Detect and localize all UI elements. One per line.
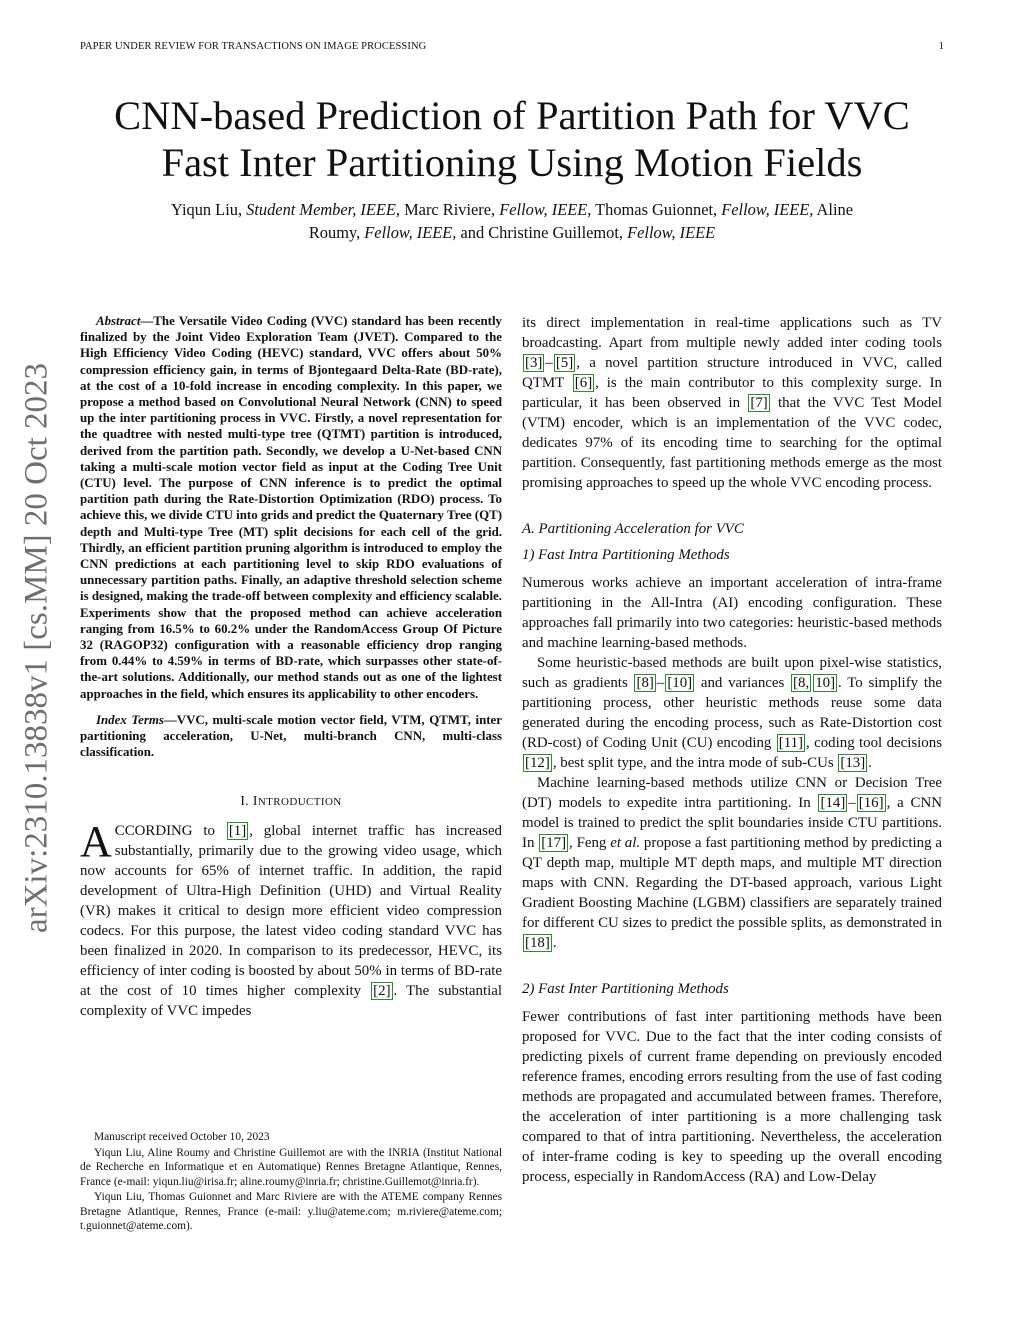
citation-link[interactable]: [5] bbox=[555, 355, 574, 371]
drop-cap: A bbox=[80, 817, 112, 867]
footnotes bbox=[80, 1130, 502, 1234]
author-4-last: Roumy, bbox=[308, 223, 361, 242]
body-text: . bbox=[868, 755, 872, 771]
body-text: that the VVC Test Model (VTM) encoder, which is an implementation of the VVC codec, dedicates 97% of its encoding time to searching for the optimal partition. Consequently, fast partitioning methods emerge as the most promising approaches to speed up the whole VVC encoding process. bbox=[522, 395, 942, 491]
arxiv-id: arXiv:2310.13838v1 [cs.MM] 20 Oct 2023 bbox=[18, 362, 55, 934]
intro-text-b: , global internet traffic has increased substantially, primarily due to the growing video usage, which now accounts for 65% of internet traffic. In addition, the rapid development of Ultra-High Definition (UHD) and Virtual Reality (VR) makes it critical to design more efficient video compression codecs. For this purpose, the latest video coding standard VVC has been finalized in 2020. In comparison to its predecessor, HEVC, its efficiency of inter coding is boosted by about 50% in terms of BD-rate at the cost of 10 times higher complexity bbox=[80, 823, 503, 1000]
intro-continuation bbox=[522, 313, 942, 493]
body-text: propose a fast partitioning method by predicting a QT depth map, multiple MT depth maps, and multiple MT direction maps with CNN. Regarding the DT-based approach, various Light Gradient Boosting Machine (LGBM) classifiers are separately trained for different CU sizes to predict the possible splits, as demonstrated in bbox=[522, 835, 942, 931]
citation-link[interactable]: [8, bbox=[793, 675, 810, 691]
author-list bbox=[100, 198, 924, 244]
intra-paragraph-2 bbox=[522, 653, 942, 773]
citation-link[interactable]: [6] bbox=[574, 375, 593, 391]
body-text: , best split type, and the intra mode of sub-CUs bbox=[552, 755, 838, 771]
citation-link[interactable]: [7] bbox=[750, 395, 768, 411]
body-text: – bbox=[545, 355, 553, 371]
et-al: et al. bbox=[610, 835, 641, 851]
body-text: and variances bbox=[695, 675, 791, 691]
author-1-role: Student Member, IEEE, bbox=[246, 200, 401, 219]
citation-link[interactable]: [8] bbox=[636, 675, 654, 691]
inter-paragraph: Fewer contributions of fast inter partitioning methods have been proposed for VVC. Due to the fact that the inter coding consists of predicting pixels of current frame depending on previously encoded reference frames, encoding errors resulting from the use of fast coding methods are propagated and accumulated between frames. Therefore, the acceleration of inter partitioning is a more challenging task compared to that of intra partitioning. Nevertheless, the acceleration of inter-frame coding is key to speeding up the overall encoding process, especially in RandomAccess (RA) and Low-Delay bbox=[522, 1009, 942, 1185]
body-text: , a CNN model is trained to predict the split boundaries inside CTU partitions. In bbox=[522, 795, 942, 851]
intro-text-a: CCORDING to bbox=[114, 823, 226, 840]
citation-link[interactable]: [14] bbox=[820, 795, 846, 811]
index-terms-label: Index Terms bbox=[96, 712, 164, 727]
citation-link[interactable]: [1] bbox=[228, 823, 247, 840]
abstract-label: Abstract bbox=[96, 314, 141, 328]
citation-link[interactable]: [13] bbox=[840, 755, 866, 771]
subsection-heading-a: A. Partitioning Acceleration for VVC bbox=[522, 521, 744, 537]
author-5: and Christine Guillemot, bbox=[456, 223, 624, 242]
footnote-manuscript: Manuscript received October 10, 2023 bbox=[94, 1131, 270, 1143]
author-2: Marc Riviere, bbox=[400, 200, 496, 219]
body-text: , coding tool decisions bbox=[806, 735, 942, 751]
arxiv-sidebar bbox=[8, 342, 66, 954]
body-text: . To simplify the partitioning process, other heuristic methods reuse some data generated during the encoding process, such as Rate-Distortion cost (RD-cost) of Coding Unit (CU) encoding bbox=[522, 675, 943, 751]
journal-header: PAPER UNDER REVIEW FOR TRANSACTIONS ON IMAGE PROCESSING bbox=[80, 41, 427, 52]
citation-link[interactable]: [10] bbox=[667, 675, 693, 691]
page-number: 1 bbox=[938, 41, 944, 52]
author-5-role: Fellow, IEEE bbox=[627, 223, 716, 242]
author-3-role: Fellow, IEEE, bbox=[721, 200, 814, 219]
index-terms-text: —VVC, multi-scale motion vector field, VTM, QTMT, inter partitioning acceleration, U-Net, multi-branch CNN, multi-class classification. bbox=[80, 712, 502, 760]
citation-link[interactable]: 10] bbox=[815, 675, 836, 691]
abstract-text: —The Versatile Video Coding (VVC) standard has been recently finalized by the Joint Video Exploration Team (JVET). Compared to the High Efficiency Video Coding (HEVC) standard, VVC offers about 50% compression efficiency gain, in terms of Bjontegaard Delta-Rate (BD-rate), at the cost of a 10-fold increase in encoding complexity. In this paper, we propose a method based on Convolutional Neural Network (CNN) to speed up the inter partitioning process in VVC. Firstly, a novel representation for the quadtree with nested multi-type tree (QTMT) partition is introduced, derived from the partition path. Secondly, we develop a U-Net-based CNN taking a multi-scale motion vector field as input at the Coding Tree Unit (CTU) level. The purpose of CNN inference is to predict the optimal partition path during the Rate-Distortion Optimization (RDO) process. To achieve this, we divide CTU into grids and predict the Quaternary Tree (QT) depth and Multi-type Tree (MT) split decisions for each cell of the grid. Thirdly, an efficient partition pruning algorithm is introduced to employ the CNN predictions at each partitioning level to skip RDO evaluations of unnecessary partition paths. Finally, an adaptive threshold selection scheme is designed, making the trade-off between complexity and efficiency scalable. Experiments show that the proposed method can achieve acceleration ranging from 16.5% to 60.2% under the RandomAccess Group Of Picture 32 (RAGOP32) configuration with a reasonable efficiency drop ranging from 0.44% to 4.59% in terms of BD-rate, which surpasses other state-of-the-art solutions. Additionally, our method stands out as one of the lightest approaches in the field, which ensures its applicability to other encoders. bbox=[80, 314, 502, 701]
section-heading-introduction bbox=[80, 793, 502, 809]
body-text: – bbox=[656, 675, 665, 691]
abstract bbox=[80, 313, 502, 702]
body-text: Some heuristic-based methods are built upon pixel-wise statistics, such as gradients bbox=[522, 655, 942, 691]
intro-paragraph bbox=[80, 817, 503, 1021]
body-text: . bbox=[552, 935, 557, 951]
citation-link[interactable]: [12] bbox=[525, 755, 550, 771]
body-text: its direct implementation in real-time applications such as TV broadcasting. Apart from multiple newly added inter coding tools bbox=[522, 315, 942, 351]
body-text: – bbox=[848, 795, 856, 811]
section-head-rest: NTRODUCTION bbox=[257, 796, 342, 809]
footnote-inria: Yiqun Liu, Aline Roumy and Christine Guillemot are with the INRIA (Institut National de Recherche en Informatique et en Automatique) Rennes Bretagne Atlantique, Rennes, France (e-mail: yiqun.liu@irisa.fr; aline.roumy@inria.fr; christine.Guillemot@inria.fr). bbox=[80, 1146, 502, 1188]
left-column bbox=[80, 313, 502, 1021]
intra-paragraph-3 bbox=[522, 773, 942, 953]
body-text: , Feng bbox=[569, 835, 611, 851]
paper-title bbox=[60, 92, 964, 186]
body-text: , a novel partition structure introduced in VVC, called QTMT bbox=[522, 355, 942, 391]
body-text: Machine learning-based methods utilize CNN or Decision Tree (DT) models to expedite intra partitioning. In bbox=[522, 775, 942, 811]
citation-link[interactable]: [2] bbox=[373, 983, 391, 1000]
subsubsection-heading-inter: 2) Fast Inter Partitioning Methods bbox=[522, 981, 729, 997]
citation-link[interactable]: [16] bbox=[858, 795, 884, 811]
right-column bbox=[522, 313, 942, 1187]
intro-text-c: . The substantial complexity of VVC impedes bbox=[80, 983, 503, 1020]
section-head-initial: I bbox=[252, 793, 258, 809]
citation-link[interactable]: [3] bbox=[525, 355, 543, 371]
title-line-2: Fast Inter Partitioning Using Motion Fields bbox=[161, 140, 863, 185]
intra-paragraph-1: Numerous works achieve an important acceleration of intra-frame partitioning in the All-Intra (AI) encoding configuration. These approaches fall primarily into two categories: heuristic-based methods and machine learning-based methods. bbox=[522, 575, 942, 651]
footnote-ateme: Yiqun Liu, Thomas Guionnet and Marc Riviere are with the ATEME company Rennes Bretagne Atlantique, Rennes, France (e-mail: y.liu@ateme.com; m.riviere@ateme.com; t.guionnet@ateme.com). bbox=[80, 1191, 502, 1232]
index-terms bbox=[80, 712, 502, 761]
running-header bbox=[80, 41, 944, 55]
author-4-role: Fellow, IEEE, bbox=[364, 223, 457, 242]
author-1: Yiqun Liu, bbox=[171, 200, 243, 219]
author-2-role: Fellow, IEEE, bbox=[499, 200, 592, 219]
body-text: , is the main contributor to this complexity surge. In particular, it has been observed in bbox=[522, 375, 942, 411]
author-4-first: Aline bbox=[813, 200, 853, 219]
citation-link[interactable]: [18] bbox=[525, 935, 550, 951]
citation-link[interactable]: [11] bbox=[778, 735, 804, 751]
section-number: I. bbox=[240, 793, 253, 809]
subsubsection-heading-intra: 1) Fast Intra Partitioning Methods bbox=[522, 547, 730, 563]
citation-link[interactable]: [17] bbox=[541, 835, 567, 851]
title-line-1: CNN-based Prediction of Partition Path for VVC bbox=[114, 93, 910, 138]
author-3: Thomas Guionnet, bbox=[591, 200, 718, 219]
